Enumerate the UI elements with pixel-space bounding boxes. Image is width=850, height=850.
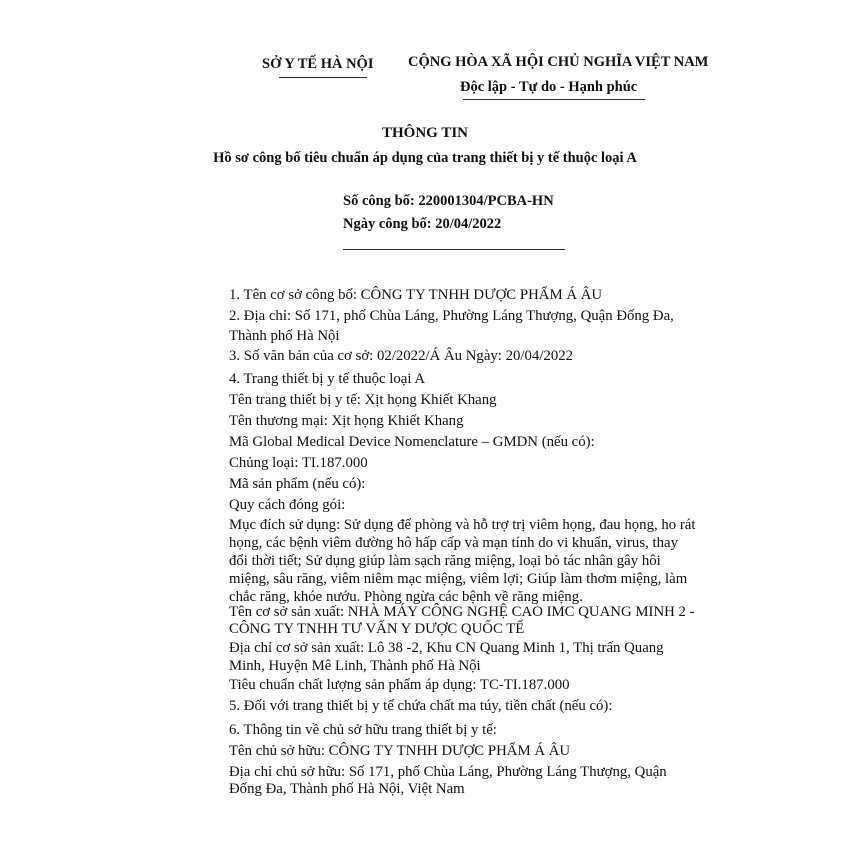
body-line: Địa chỉ chủ sở hữu: Số 171, phố Chùa Láng, Phường Láng Thượng, Quận: [229, 764, 667, 780]
publication-number: Số công bố: 220001304/PCBA-HN: [343, 193, 554, 209]
body-line: chắc răng, khóe nướu. Phòng ngừa các bệnh về răng miệng.: [229, 589, 583, 605]
agency-name: SỞ Y TẾ HÀ NỘI: [262, 56, 374, 72]
body-line: 4. Trang thiết bị y tế thuộc loại A: [229, 371, 426, 387]
body-line: CÔNG TY TNHH TƯ VẤN Y DƯỢC QUỐC TẾ: [229, 621, 525, 637]
title-divider: [343, 249, 565, 250]
body-line: Tên trang thiết bị y tế: Xịt họng Khiết Khang: [229, 392, 497, 408]
nation-title: CỘNG HÒA XÃ HỘI CHỦ NGHĨA VIỆT NAM: [408, 54, 709, 70]
body-line: Tên cơ sở sản xuất: NHÀ MÁY CÔNG NGHỆ CAO IMC QUANG MINH 2 -: [229, 604, 695, 620]
body-line: 2. Địa chỉ: Số 171, phố Chùa Láng, Phường Láng Thượng, Quận Đống Đa,: [229, 308, 674, 324]
body-line: 3. Số văn bản của cơ sở: 02/2022/Á Âu Ngày: 20/04/2022: [229, 348, 574, 364]
body-line: Chủng loại: TI.187.000: [229, 455, 368, 471]
body-line: Minh, Huyện Mê Linh, Thành phố Hà Nội: [229, 658, 481, 674]
body-line: Thành phố Hà Nội: [229, 328, 340, 344]
body-line: 1. Tên cơ sở công bố: CÔNG TY TNHH DƯỢC PHẨM Á ÂU: [229, 287, 603, 303]
body-line: Đống Đa, Thành phố Hà Nội, Việt Nam: [229, 781, 465, 797]
document-subtitle: Hồ sơ công bố tiêu chuẩn áp dụng của trang thiết bị y tế thuộc loại A: [213, 150, 637, 166]
body-line: Tên thương mại: Xịt họng Khiết Khang: [229, 413, 464, 429]
body-line: Tiêu chuẩn chất lượng sản phẩm áp dụng: TC-TI.187.000: [229, 677, 570, 693]
publication-date: Ngày công bố: 20/04/2022: [343, 216, 502, 232]
body-line: Địa chỉ cơ sở sản xuất: Lô 38 -2, Khu CN Quang Minh 1, Thị trấn Quang: [229, 640, 664, 656]
body-line: đổi thời tiết; Sử dụng giúp làm sạch răng miệng, loại bỏ tác nhân gây hôi: [229, 553, 661, 569]
body-line: 6. Thông tin về chủ sở hữu trang thiết bị y tế:: [229, 722, 497, 738]
body-line: họng, các bệnh viêm đường hô hấp cấp và mạn tính do vi khuẩn, virus, thay: [229, 535, 678, 551]
motto-underline: [463, 99, 645, 100]
body-line: Quy cách đóng gói:: [229, 497, 346, 513]
document-title: THÔNG TIN: [382, 125, 468, 141]
body-line: 5. Đối với trang thiết bị y tế chứa chất ma túy, tiền chất (nếu có):: [229, 698, 613, 714]
body-line: Mã Global Medical Device Nomenclature – GMDN (nếu có):: [229, 434, 595, 450]
body-line: miệng, sâu răng, viêm niêm mạc miệng, viêm lợi; Giúp làm thơm miệng, làm: [229, 571, 688, 587]
body-line: Mã sản phẩm (nếu có):: [229, 476, 366, 492]
agency-underline: [279, 77, 367, 78]
body-line: Tên chủ sở hữu: CÔNG TY TNHH DƯỢC PHẨM Á ÂU: [229, 743, 571, 759]
body-line: Mục đích sử dụng: Sử dụng để phòng và hỗ trợ trị viêm họng, đau họng, ho rát: [229, 517, 696, 533]
national-motto: Độc lập - Tự do - Hạnh phúc: [460, 79, 638, 95]
